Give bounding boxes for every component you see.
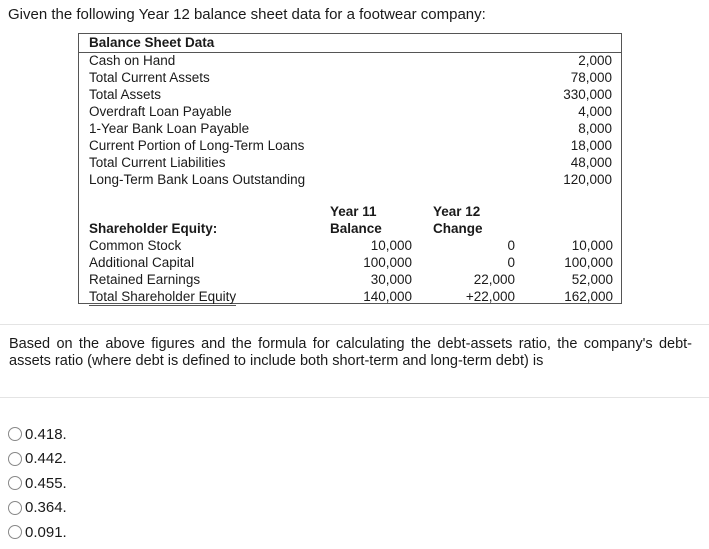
answer-option[interactable]: [8, 471, 67, 496]
equity-heading: Shareholder Equity:: [89, 221, 218, 236]
table-row: [89, 70, 612, 87]
row-value: 48,000: [570, 155, 612, 170]
answer-option[interactable]: [8, 496, 67, 521]
table-row: [89, 121, 612, 138]
year12-header-line1: Year 12: [433, 204, 481, 219]
equity-y11: 100,000: [363, 255, 412, 270]
answer-option[interactable]: [8, 447, 67, 472]
equity-y12: 10,000: [571, 238, 613, 253]
row-value: 330,000: [563, 87, 612, 102]
radio-button[interactable]: [8, 501, 22, 515]
equity-change: 0: [507, 255, 515, 270]
row-label: Overdraft Loan Payable: [89, 104, 232, 119]
option-label[interactable]: 0.364.: [25, 499, 67, 517]
equity-y11: 30,000: [370, 272, 412, 287]
row-label: Total Current Assets: [89, 70, 210, 85]
table-row: [89, 53, 612, 70]
row-label: Cash on Hand: [89, 53, 176, 68]
radio-button[interactable]: [8, 452, 22, 466]
equity-change-total: +22,000: [465, 289, 515, 304]
radio-button[interactable]: [8, 427, 22, 441]
radio-button[interactable]: [8, 476, 22, 490]
equity-label: Common Stock: [89, 238, 182, 253]
question-prompt: Based on the above figures and the formula for calculating the debt-assets ratio, the company's debt-assets ratio (where debt is defined to include both short-term and long-term debt) is: [9, 336, 692, 369]
year12-header-line2: Change: [433, 221, 483, 236]
row-value: 120,000: [563, 172, 612, 187]
equity-y12: 52,000: [571, 272, 613, 287]
equity-y11: 10,000: [370, 238, 412, 253]
equity-label-total: Total Shareholder Equity: [89, 289, 237, 304]
question-intro: Given the following Year 12 balance sheet data for a footwear company:: [8, 6, 486, 23]
equity-y11-total: 140,000: [363, 289, 412, 304]
year11-header-line2: Balance: [330, 221, 382, 236]
year11-header-line1: Year 11: [330, 204, 377, 219]
equity-label: Additional Capital: [89, 255, 195, 270]
row-label: Long-Term Bank Loans Outstanding: [89, 172, 306, 187]
equity-y12-total: 162,000: [564, 289, 613, 304]
row-label: Current Portion of Long-Term Loans: [89, 138, 305, 153]
table-row: [89, 138, 612, 155]
row-value: 78,000: [570, 70, 612, 85]
row-label: Total Assets: [89, 87, 162, 102]
table-row: [89, 104, 612, 121]
answer-option[interactable]: [8, 520, 67, 545]
row-value: 4,000: [578, 104, 612, 119]
answer-option[interactable]: [8, 422, 67, 447]
row-value: 8,000: [578, 121, 612, 136]
table-row: [89, 172, 612, 189]
table-row: [89, 87, 612, 104]
row-label: 1-Year Bank Loan Payable: [89, 121, 250, 136]
row-value: 2,000: [578, 53, 612, 68]
equity-y12: 100,000: [564, 255, 613, 270]
equity-label: Retained Earnings: [89, 272, 201, 287]
option-label[interactable]: 0.418.: [25, 425, 67, 443]
option-label[interactable]: 0.091.: [25, 523, 67, 541]
radio-button[interactable]: [8, 525, 22, 539]
row-label: Total Current Liabilities: [89, 155, 226, 170]
table-row: [89, 155, 612, 172]
balance-sheet-table: [78, 33, 622, 304]
equity-change: 22,000: [473, 272, 515, 287]
option-label[interactable]: 0.442.: [25, 450, 67, 468]
equity-change: 0: [507, 238, 515, 253]
option-label[interactable]: 0.455.: [25, 474, 67, 492]
row-value: 18,000: [570, 138, 612, 153]
answer-options: [8, 422, 67, 545]
balance-sheet-header: Balance Sheet Data: [89, 35, 215, 50]
